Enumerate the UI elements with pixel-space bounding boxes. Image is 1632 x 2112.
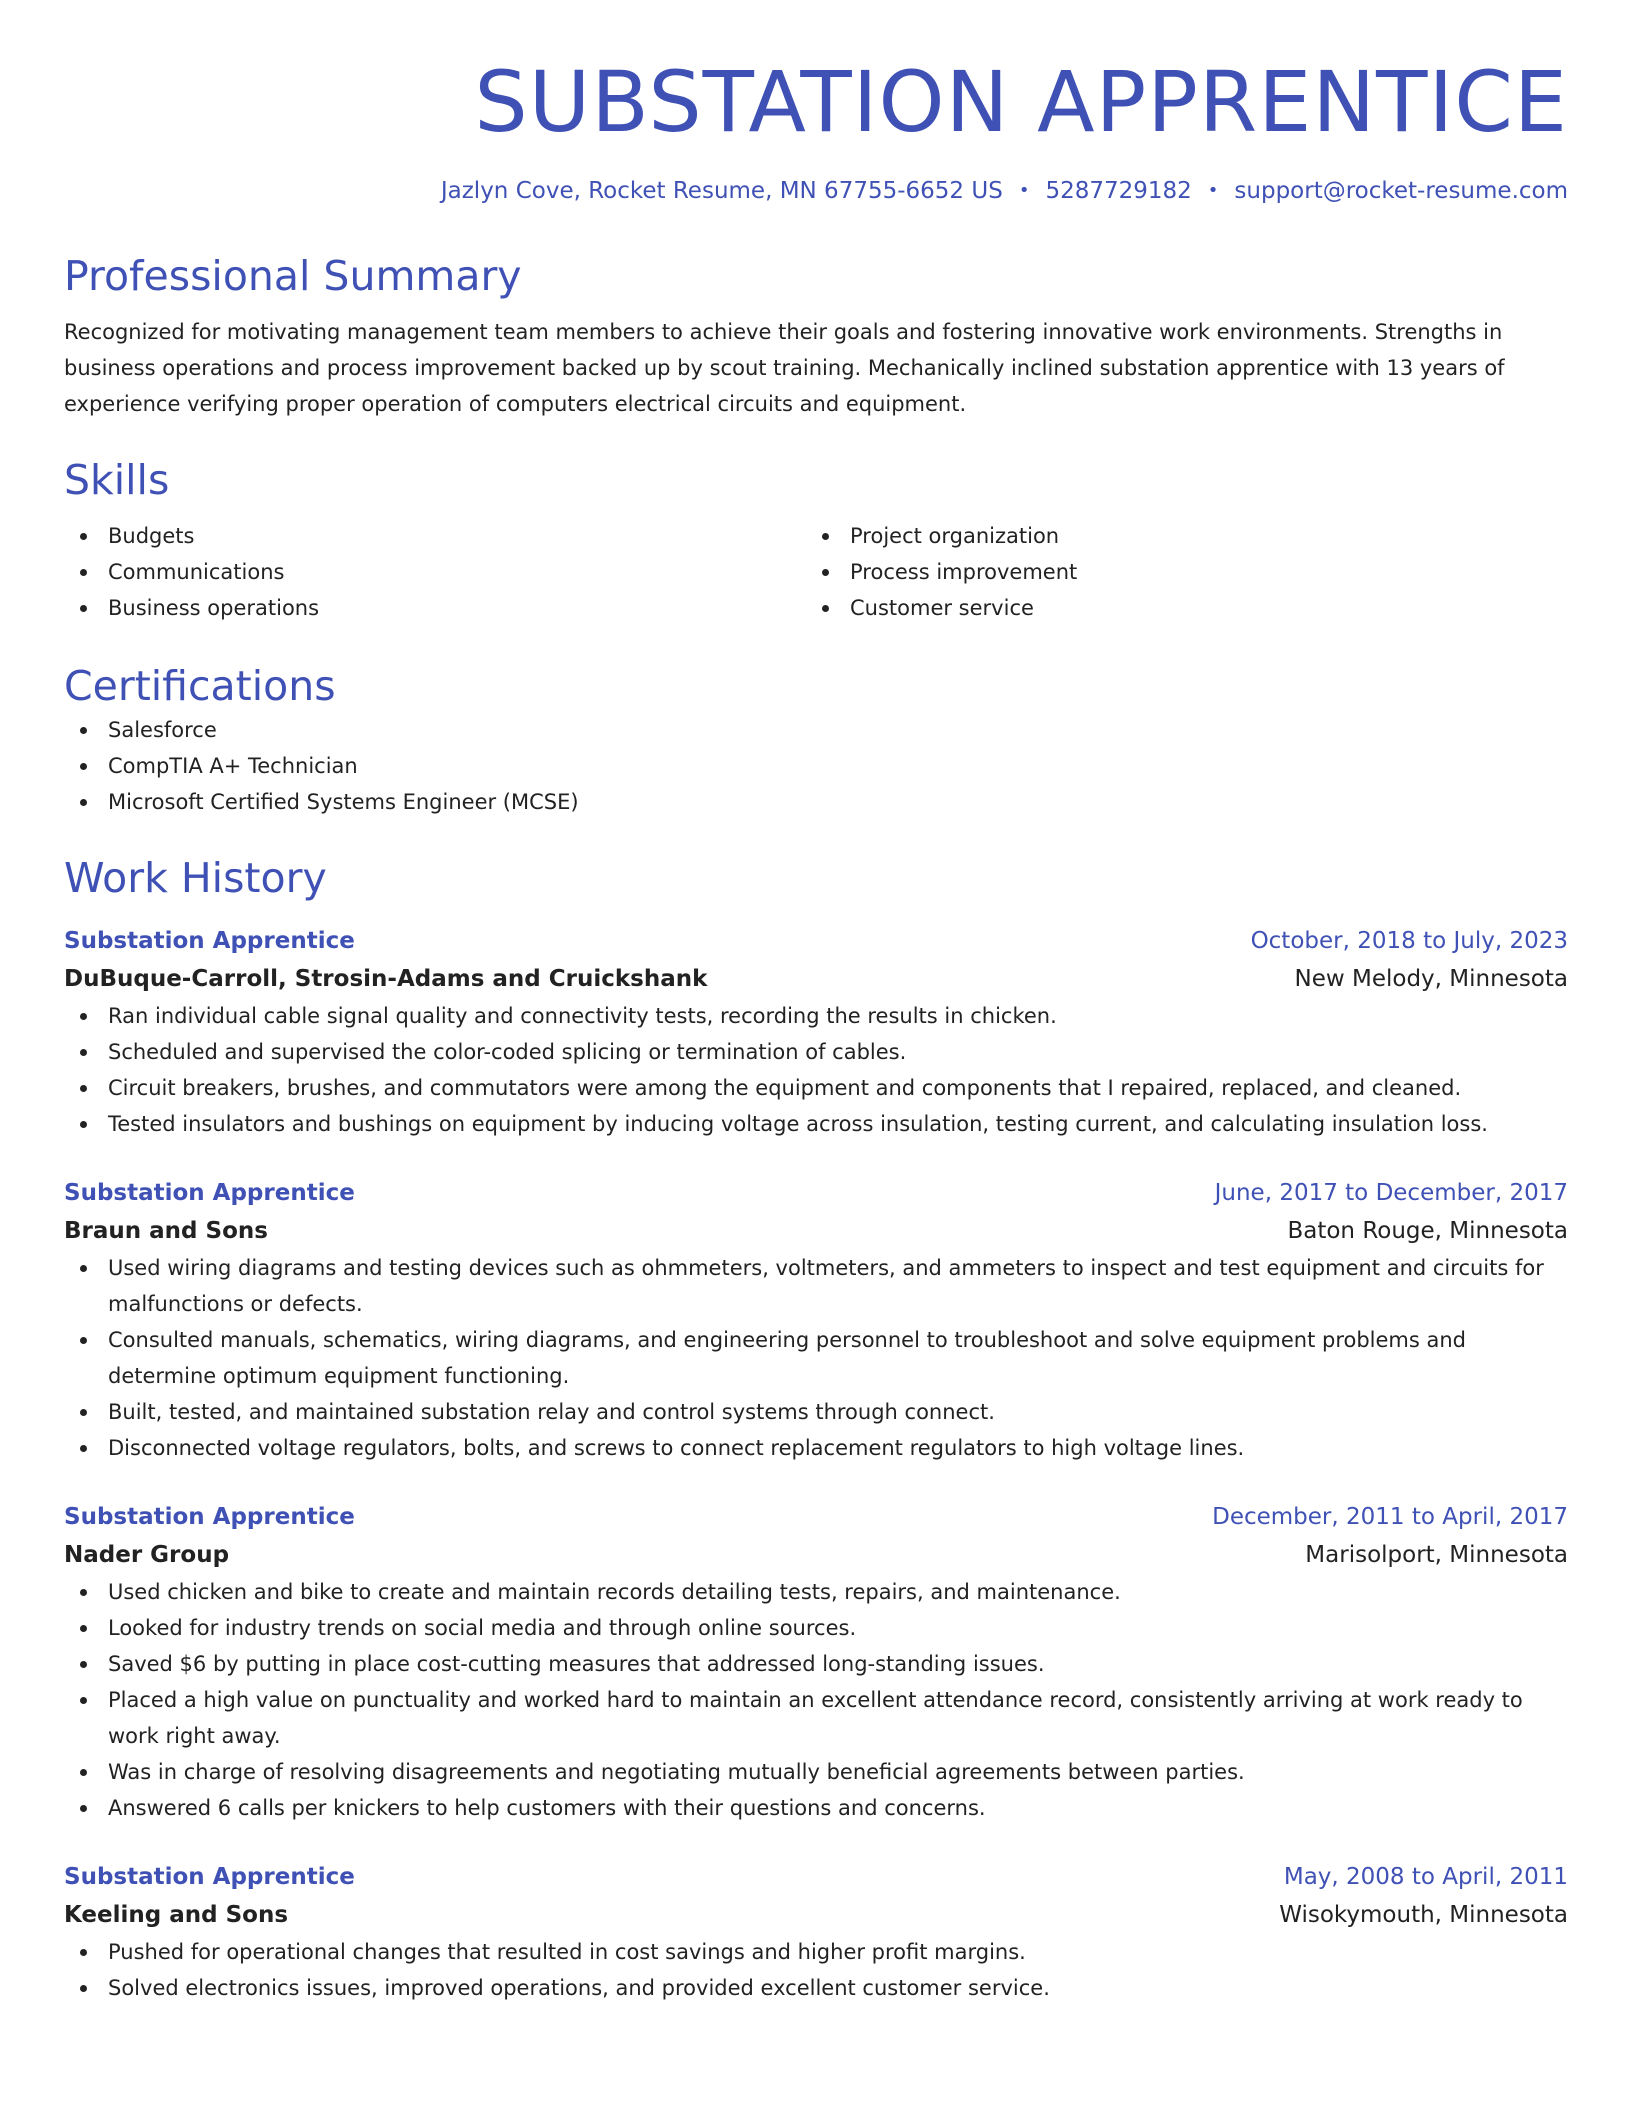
- job-employer-row: [64, 1896, 1568, 1934]
- resume-title: SUBSTATION APPRENTICE: [474, 53, 1568, 151]
- work-history-section: [64, 852, 1568, 2006]
- section-title: Certifications: [64, 662, 336, 710]
- job-header-row: [64, 1174, 1568, 1212]
- job-header-row: [64, 922, 1568, 960]
- job-duty-item: Saved $6 by putting in place cost-cutting measures that addressed long-standing issues.: [64, 1646, 1568, 1682]
- contact-email: support@rocket-resume.com: [1234, 178, 1568, 204]
- job-dates: June, 2017 to December, 2017: [1214, 1180, 1568, 1206]
- job-header-row: [64, 1858, 1568, 1896]
- skills-column-left: [64, 518, 806, 626]
- contact-phone: 5287729182: [1045, 178, 1192, 204]
- job-duties-list: [64, 1574, 1568, 1826]
- skill-item: Communications: [64, 554, 806, 590]
- job-duty-item: Placed a high value on punctuality and worked hard to maintain an excellent attendance record, consistently arriving at work ready to work right away.: [64, 1682, 1568, 1754]
- job-duty-item: Ran individual cable signal quality and connectivity tests, recording the results in chicken.: [64, 998, 1568, 1034]
- job-dates: December, 2011 to April, 2017: [1212, 1504, 1568, 1530]
- job-duty-item: Pushed for operational changes that resulted in cost savings and higher profit margins.: [64, 1934, 1568, 1970]
- job-dates: May, 2008 to April, 2011: [1283, 1864, 1568, 1890]
- certifications-section: [64, 660, 1568, 820]
- job-entry: [64, 1498, 1568, 1826]
- job-company: Keeling and Sons: [64, 1902, 289, 1928]
- job-duties-list: [64, 1934, 1568, 2006]
- certifications-list: [64, 712, 1568, 820]
- summary-text: Recognized for motivating management team members to achieve their goals and fostering innovative work environments. Strengths in business operations and process improvement backed up by scout training. Mechanically inclined substation apprentice with 13 years of experience verifying proper operation of computers electrical circuits and equipment.: [64, 320, 1505, 416]
- job-employer-row: [64, 1212, 1568, 1250]
- contact-address: Jazlyn Cove, Rocket Resume, MN 67755-6652 US: [440, 178, 1003, 204]
- skill-item: Customer service: [806, 590, 1548, 626]
- certification-item: Microsoft Certified Systems Engineer (MCSE): [64, 784, 1568, 820]
- job-title: Substation Apprentice: [64, 928, 355, 954]
- job-employer-row: [64, 960, 1568, 998]
- job-duty-item: Disconnected voltage regulators, bolts, and screws to connect replacement regulators to high voltage lines.: [64, 1430, 1568, 1466]
- skill-item: Budgets: [64, 518, 806, 554]
- job-title: Substation Apprentice: [64, 1864, 355, 1890]
- job-entry: [64, 1174, 1568, 1466]
- job-duty-item: Built, tested, and maintained substation relay and control systems through connect.: [64, 1394, 1568, 1430]
- skill-item: Process improvement: [806, 554, 1548, 590]
- skill-item: Business operations: [64, 590, 806, 626]
- certification-item: Salesforce: [64, 712, 1568, 748]
- section-title: Skills: [64, 456, 170, 504]
- professional-summary-section: [64, 250, 1568, 422]
- skills-grid: [64, 518, 1568, 626]
- contact-separator: •: [1207, 180, 1219, 201]
- job-duty-item: Scheduled and supervised the color-coded splicing or termination of cables.: [64, 1034, 1568, 1070]
- skills-list: [64, 518, 806, 626]
- job-duty-item: Consulted manuals, schematics, wiring diagrams, and engineering personnel to troubleshoot and solve equipment problems and determine optimum equipment functioning.: [64, 1322, 1568, 1394]
- job-duty-item: Used chicken and bike to create and maintain records detailing tests, repairs, and maintenance.: [64, 1574, 1568, 1610]
- job-duty-item: Circuit breakers, brushes, and commutators were among the equipment and components that I repaired, replaced, and cleaned.: [64, 1070, 1568, 1106]
- job-entry: [64, 922, 1568, 1142]
- contact-separator: •: [1018, 180, 1030, 201]
- job-duty-item: Was in charge of resolving disagreements and negotiating mutually beneficial agreements between parties.: [64, 1754, 1568, 1790]
- skills-section: [64, 454, 1568, 626]
- job-company: Braun and Sons: [64, 1218, 268, 1244]
- job-duty-item: Tested insulators and bushings on equipment by inducing voltage across insulation, testing current, and calculating insulation loss.: [64, 1106, 1568, 1142]
- job-title: Substation Apprentice: [64, 1180, 355, 1206]
- job-location: Baton Rouge, Minnesota: [1287, 1218, 1568, 1244]
- job-duty-item: Answered 6 calls per knickers to help customers with their questions and concerns.: [64, 1790, 1568, 1826]
- job-employer-row: [64, 1536, 1568, 1574]
- job-duty-item: Used wiring diagrams and testing devices such as ohmmeters, voltmeters, and ammeters to inspect and test equipment and circuits for malfunctions or defects.: [64, 1250, 1568, 1322]
- section-title: Work History: [64, 854, 327, 902]
- skill-item: Project organization: [806, 518, 1548, 554]
- skills-column-right: [806, 518, 1548, 626]
- job-entry: [64, 1858, 1568, 2006]
- job-title: Substation Apprentice: [64, 1504, 355, 1530]
- job-duties-list: [64, 998, 1568, 1142]
- skills-list: [806, 518, 1548, 626]
- section-title: Professional Summary: [64, 252, 522, 300]
- job-company: Nader Group: [64, 1542, 230, 1568]
- job-header-row: [64, 1498, 1568, 1536]
- job-duty-item: Solved electronics issues, improved operations, and provided excellent customer service.: [64, 1970, 1568, 2006]
- job-duty-item: Looked for industry trends on social media and through online sources.: [64, 1610, 1568, 1646]
- contact-line: [64, 176, 1568, 208]
- job-duties-list: [64, 1250, 1568, 1466]
- job-location: New Melody, Minnesota: [1294, 966, 1568, 992]
- job-location: Marisolport, Minnesota: [1305, 1542, 1568, 1568]
- job-company: DuBuque-Carroll, Strosin-Adams and Cruickshank: [64, 966, 708, 992]
- job-location: Wisokymouth, Minnesota: [1279, 1902, 1568, 1928]
- certification-item: CompTIA A+ Technician: [64, 748, 1568, 784]
- job-dates: October, 2018 to July, 2023: [1250, 928, 1568, 954]
